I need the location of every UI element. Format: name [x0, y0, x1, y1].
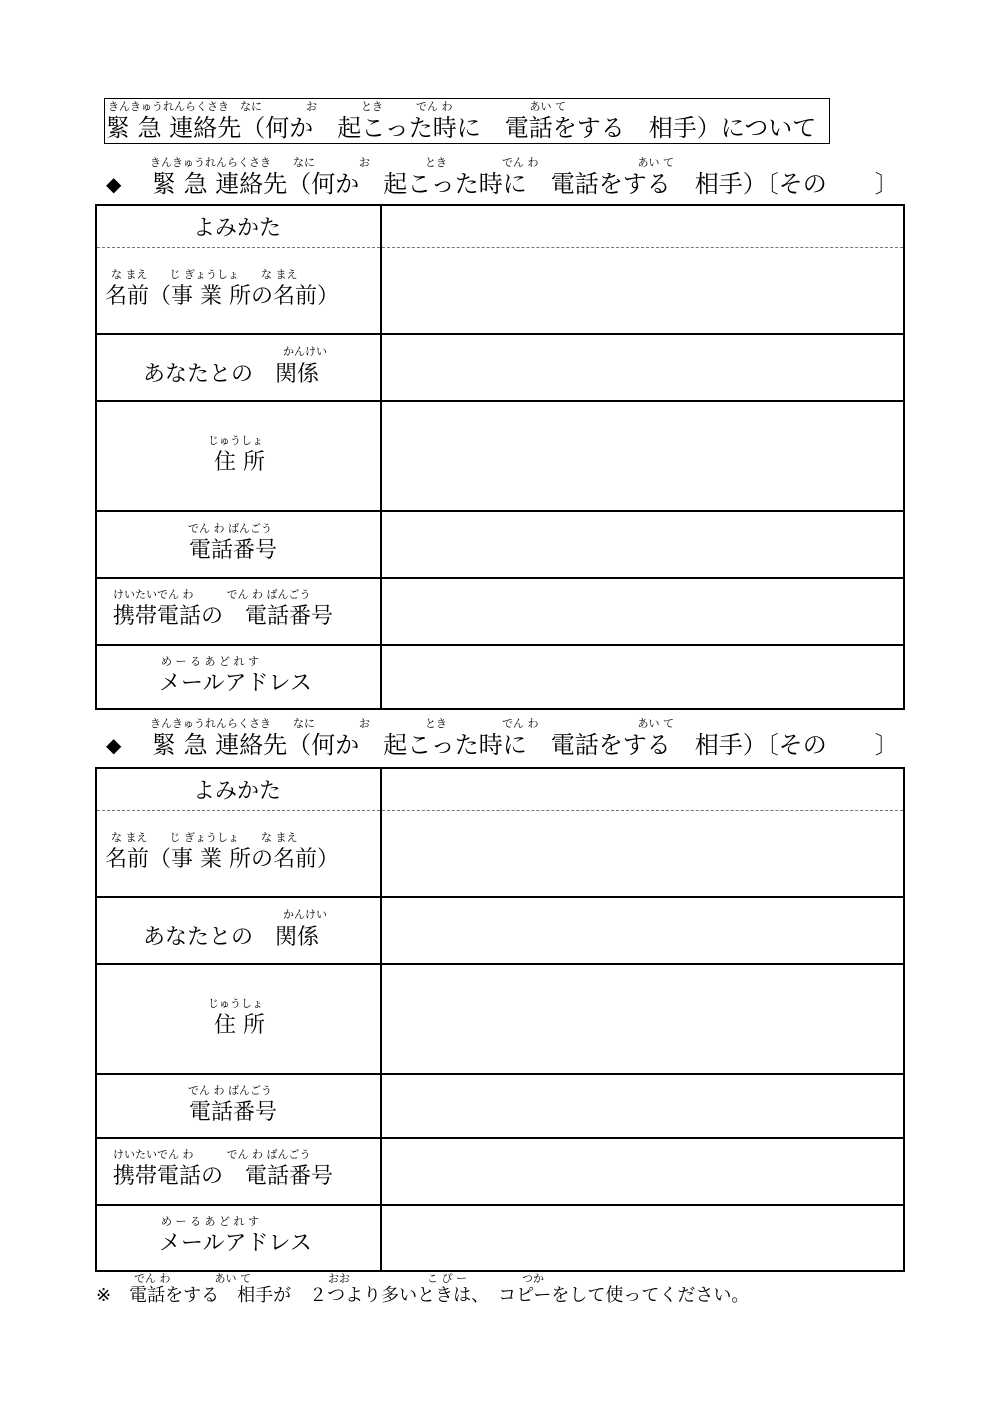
phone-value-cell[interactable] — [382, 1075, 903, 1137]
address-value-cell[interactable] — [382, 402, 903, 510]
title-ruby: きんきゅうれんらくさき なに お とき でん わ あい て — [108, 100, 566, 113]
dashed-divider — [382, 810, 903, 811]
form-row-name — [97, 206, 903, 335]
email-ruby: め ー る あ ど れ す — [161, 1215, 259, 1228]
name-ruby: な まえ じ ぎょうしょ な まえ — [111, 268, 298, 281]
footnote-ruby: でん わ あい て おお こ ぴ ー つか — [134, 1272, 544, 1285]
email-value-cell[interactable] — [382, 646, 903, 708]
phone-ruby: でん わ ばんごう — [188, 522, 272, 535]
mobile-ruby: けいたいでん わ でん わ ばんごう — [113, 588, 311, 601]
label-cell — [97, 898, 382, 963]
footnote: ※ 電話をする 相手が ２つより多いときは、 コピーをして使ってください。 — [96, 1285, 750, 1306]
dashed-divider — [97, 247, 380, 248]
section-1-heading-ruby: きんきゅうれんらくさき なに お とき でん わ あい て — [150, 156, 674, 169]
name-label: 名前（事 業 所の名前） — [105, 847, 339, 872]
address-label: 住 所 — [214, 450, 265, 475]
form-row-address — [97, 402, 903, 512]
form-row-address — [97, 965, 903, 1075]
form-row-mobile — [97, 1139, 903, 1206]
email-value-cell[interactable] — [382, 1206, 903, 1270]
address-value-cell[interactable] — [382, 965, 903, 1073]
phone-label: 電話番号 — [189, 1100, 278, 1125]
relationship-ruby: かんけい — [283, 908, 327, 921]
reading-label: よみかた — [193, 216, 282, 241]
section-2-heading-ruby: きんきゅうれんらくさき なに お とき でん わ あい て — [150, 717, 674, 730]
form-row-name — [97, 769, 903, 898]
page-title: 緊 急 連絡先（何か 起こった時に 電話をする 相手）について — [106, 114, 817, 142]
label-cell — [97, 402, 382, 510]
mobile-ruby: けいたいでん わ でん わ ばんごう — [113, 1148, 311, 1161]
label-cell — [97, 769, 382, 896]
label-cell — [97, 1139, 382, 1204]
form-row-relationship — [97, 335, 903, 402]
name-ruby: な まえ じ ぎょうしょ な まえ — [111, 831, 298, 844]
reading-label: よみかた — [193, 779, 282, 804]
address-label: 住 所 — [214, 1013, 265, 1038]
name-label: 名前（事 業 所の名前） — [105, 284, 339, 309]
relationship-value-cell[interactable] — [382, 898, 903, 963]
label-cell — [97, 1075, 382, 1137]
form-row-relationship — [97, 898, 903, 965]
mobile-label: 携帯電話の 電話番号 — [113, 1164, 334, 1189]
label-cell — [97, 1206, 382, 1270]
name-value-cell[interactable] — [382, 769, 903, 896]
relationship-ruby: かんけい — [283, 345, 327, 358]
label-cell — [97, 206, 382, 333]
relationship-label: あなたとの 関係 — [143, 925, 320, 950]
section-1-heading: 緊 急 連絡先（何か 起こった時に 電話をする 相手）〔その 〕 — [152, 170, 899, 198]
diamond-bullet-icon: ◆ — [106, 733, 122, 757]
label-cell — [97, 646, 382, 708]
phone-value-cell[interactable] — [382, 512, 903, 577]
contact-form-2 — [95, 767, 905, 1272]
mobile-label: 携帯電話の 電話番号 — [113, 604, 334, 629]
diamond-bullet-icon: ◆ — [106, 172, 122, 196]
mobile-value-cell[interactable] — [382, 1139, 903, 1204]
label-cell — [97, 965, 382, 1073]
address-ruby: じゅうしょ — [208, 997, 263, 1010]
phone-label: 電話番号 — [189, 538, 278, 563]
phone-ruby: でん わ ばんごう — [188, 1084, 272, 1097]
address-ruby: じゅうしょ — [208, 434, 263, 447]
form-row-mobile — [97, 579, 903, 646]
label-cell — [97, 512, 382, 577]
mobile-value-cell[interactable] — [382, 579, 903, 644]
relationship-value-cell[interactable] — [382, 335, 903, 400]
form-row-email — [97, 646, 903, 708]
name-value-cell[interactable] — [382, 206, 903, 333]
contact-form-1 — [95, 204, 905, 710]
dashed-divider — [382, 247, 903, 248]
dashed-divider — [97, 810, 380, 811]
label-cell — [97, 579, 382, 644]
form-row-phone — [97, 512, 903, 579]
email-ruby: め ー る あ ど れ す — [161, 655, 259, 668]
email-label: メールアドレス — [159, 671, 312, 696]
section-2-heading: 緊 急 連絡先（何か 起こった時に 電話をする 相手）〔その 〕 — [152, 731, 899, 759]
email-label: メールアドレス — [159, 1231, 312, 1256]
relationship-label: あなたとの 関係 — [143, 362, 320, 387]
form-row-email — [97, 1206, 903, 1270]
form-row-phone — [97, 1075, 903, 1139]
label-cell — [97, 335, 382, 400]
